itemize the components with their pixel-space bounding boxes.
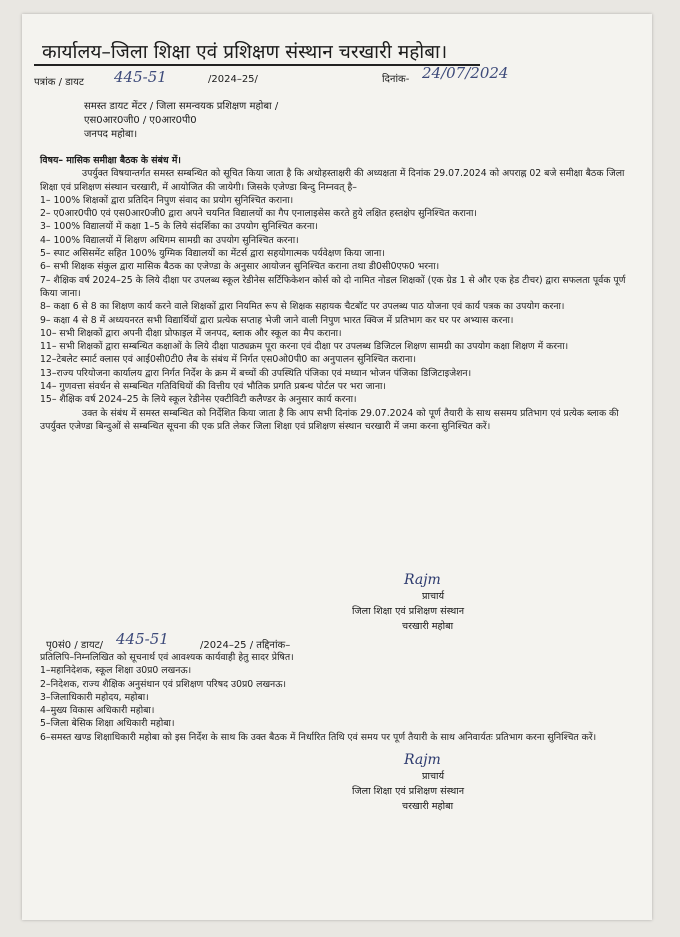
signatory-role: प्राचार्य: [422, 771, 445, 782]
letter-body: [40, 154, 638, 433]
agenda-item: 7– शैक्षिक वर्ष 2024–25 के लिये दीक्षा पर उपलब्ध स्कूल रेडीनेस सर्टिफिकेशन कोर्स को दो नामित नोडल शिक्षकों (एक ग्रेड 1 से और एक हेड टीचर) द्वारा सफलता पूर्वक पूर्ण किया जाना।: [40, 274, 626, 299]
principal-signature: Rajm: [404, 752, 441, 768]
office-title: कार्यालय–जिला शिक्षा एवं प्रशिक्षण संस्थान चरखारी महोबा।: [42, 41, 448, 63]
subject-line: विषय– मासिक समीक्षा बैठक के संबंध में।: [40, 155, 181, 166]
copy-item: 1–महानिदेशक, स्कूल शिक्षा उ0प्र0 लखनऊ।: [40, 665, 192, 677]
ref-number-handwritten: 445-51: [114, 68, 167, 86]
recipient-line: जनपद महोबा।: [84, 129, 138, 140]
agenda-item: 11– सभी शिक्षकों द्वारा सम्बन्धित कक्षाओं के लिये दीक्षा पाठ्यक्रम पूरा करना एवं दीक्षा पर उपलब्ध डिजिटल शिक्षण सामग्री का उपयोग कक्षा शिक्षण में करना।: [40, 341, 569, 353]
agenda-item: 3– 100% विद्यालयों में कक्षा 1–5 के लिये संदर्शिका का उपयोग सुनिश्चित करना।: [40, 221, 318, 233]
ref-label: पत्रांक / डायट: [34, 77, 84, 88]
agenda-item: 8– कक्षा 6 से 8 का शिक्षण कार्य करने वाले शिक्षकों द्वारा नियमित रूप से शिक्षक सहायक चैटबॉट पर उपलब्ध पाठ योजना एवं कार्य पत्रक का उपयोग करना।: [40, 301, 565, 313]
intro-paragraph: उपर्युक्त विषयान्तर्गत समस्त सम्बन्धित को सूचित किया जाता है कि अधोहस्ताक्षरी की अध्यक्षता में दिनांक 29.07.2024 को अपराह्न 02 बजे समीक्षा बैठक जिला शिक्षा एवं प्रशिक्षण संस्थान चरखारी, में आयोजित की जायेगी। जिसके एजेण्डा बिन्दु निम्नवत् है–: [40, 168, 625, 193]
signatory-role: प्राचार्य: [422, 591, 445, 602]
copy-intro: प्रतिलिपि–निम्नलिखित को सूचनार्थ एवं आवश्यक कार्यवाही हेतु सादर प्रेषित।: [40, 652, 294, 663]
letter-page: [22, 14, 652, 920]
copy-list: [40, 651, 638, 744]
signatory-org: जिला शिक्षा एवं प्रशिक्षण संस्थान: [352, 786, 465, 797]
copy-ref-tail: /2024–25 / तद्दिनांक–: [200, 640, 291, 651]
agenda-item: 9– कक्षा 4 से 8 में अध्ययनरत सभी विद्यार्थियों द्वारा प्रत्येक सप्ताह भेजी जाने वाली निपुण भारत क्विज में प्रतिभाग कर घर पर अभ्यास करना।: [40, 314, 514, 326]
agenda-item: 2– ए0आर0पी0 एवं एस0आर0जी0 द्वारा अपने चयनित विद्यालयों का गैप एनालाइसेस करते हुये लक्षित हस्तक्षेप सुनिश्चित कराना।: [40, 208, 477, 220]
agenda-item: 10– सभी शिक्षकों द्वारा अपनी दीक्षा प्रोफाइल में जनपद, ब्लाक और स्कूल का मैप कराना।: [40, 327, 342, 339]
copy-item: 5–जिला बेसिक शिक्षा अधिकारी महोबा।: [40, 718, 175, 730]
date-handwritten: 24/07/2024: [422, 64, 509, 82]
agenda-item: 13–राज्य परियोजना कार्यालय द्वारा निर्गत निर्देश के क्रम में बच्चों की उपस्थिति पंजिका एवं मध्यान भोजन पंजिका डिजिटाइजेशन।: [40, 367, 472, 379]
signatory-place: चरखारी महोबा: [402, 621, 454, 632]
signatory-org: जिला शिक्षा एवं प्रशिक्षण संस्थान: [352, 606, 465, 617]
agenda-item: 12–टेबलेट स्मार्ट क्लास एवं आई0सी0टी0 लैब के संबंध में निर्गत एस0ओ0पी0 का अनुपालन सुनिश्चित कराना।: [40, 354, 416, 366]
copy-item: 4–मुख्य विकास अधिकारी महोबा।: [40, 705, 155, 717]
recipient-line: एस0आर0जी0 / ए0आर0पी0: [84, 115, 197, 126]
ref-year: /2024–25/: [208, 74, 258, 85]
agenda-item: 14– गुणवत्ता संवर्धन से सम्बन्धित गतिविधियों की वित्तीय एवं भौतिक प्रगति प्रबन्ध पोर्टल पर भरा जाना।: [40, 381, 386, 393]
recipient-line: समस्त डायट मेंटर / जिला समन्वयक प्रशिक्षण महोबा /: [84, 101, 279, 112]
copy-ref-label: पृ0सं0 / डायट/: [46, 640, 104, 651]
title-underline: [34, 64, 480, 66]
copy-item: 3–जिलाधिकारी महोदय, महोबा।: [40, 691, 149, 703]
closing-paragraph: उक्त के संबंध में समस्त सम्बन्धित को निर्देशित किया जाता है कि आप सभी दिनांक 29.07.2024 को पूर्ण तैयारी के साथ ससमय प्रतिभाग एवं प्रत्येक ब्लाक की उपर्युक्त एजेण्डा बिन्दुओं से सम्बन्धित सूचना की एक प्रति लेकर जिला शिक्षा एवं प्रशिक्षण संस्थान चरखारी में जमा करना सुनिश्चित करें।: [40, 407, 619, 432]
agenda-item: 15– शैक्षिक वर्ष 2024–25 के लिये स्कूल रेडीनेस एक्टीविटी कलैण्डर के अनुसार कार्य करना।: [40, 394, 357, 406]
principal-signature: Rajm: [404, 572, 441, 588]
agenda-item: 4– 100% विद्यालयों में शिक्षण अधिगम सामग्री का उपयोग सुनिश्चित करना।: [40, 234, 299, 246]
date-label: दिनांक-: [382, 74, 410, 85]
agenda-item: 6– सभी शिक्षक संकुल द्वारा मासिक बैठक का एजेण्डा के अनुसार आयोजन सुनिश्चित कराना तथा डी0सी0एफ0 भरना।: [40, 261, 440, 273]
agenda-item: 1– 100% शिक्षकों द्वारा प्रतिदिन निपुण संवाद का प्रयोग सुनिश्चित कराना।: [40, 194, 294, 206]
copy-item: 2–निदेशक, राज्य शैक्षिक अनुसंधान एवं प्रशिक्षण परिषद उ0प्र0 लखनऊ।: [40, 678, 287, 690]
copy-item: 6–समस्त खण्ड शिक्षाधिकारी महोबा को इस निर्देश के साथ कि उक्त बैठक में निर्धारित तिथि एवं समय पर पूर्ण तैयारी के साथ अनिवार्यतः प्रतिभाग करना सुनिश्चित करें।: [40, 731, 597, 743]
signatory-place: चरखारी महोबा: [402, 801, 454, 812]
agenda-item: 5– स्पाट असिसमेंट सहित 100% युग्मिक विद्यालयों का मेंटर्स द्वारा सहयोगात्मक पर्यवेक्षण किया जाना।: [40, 248, 385, 260]
copy-ref-handwritten: 445-51: [116, 630, 169, 648]
